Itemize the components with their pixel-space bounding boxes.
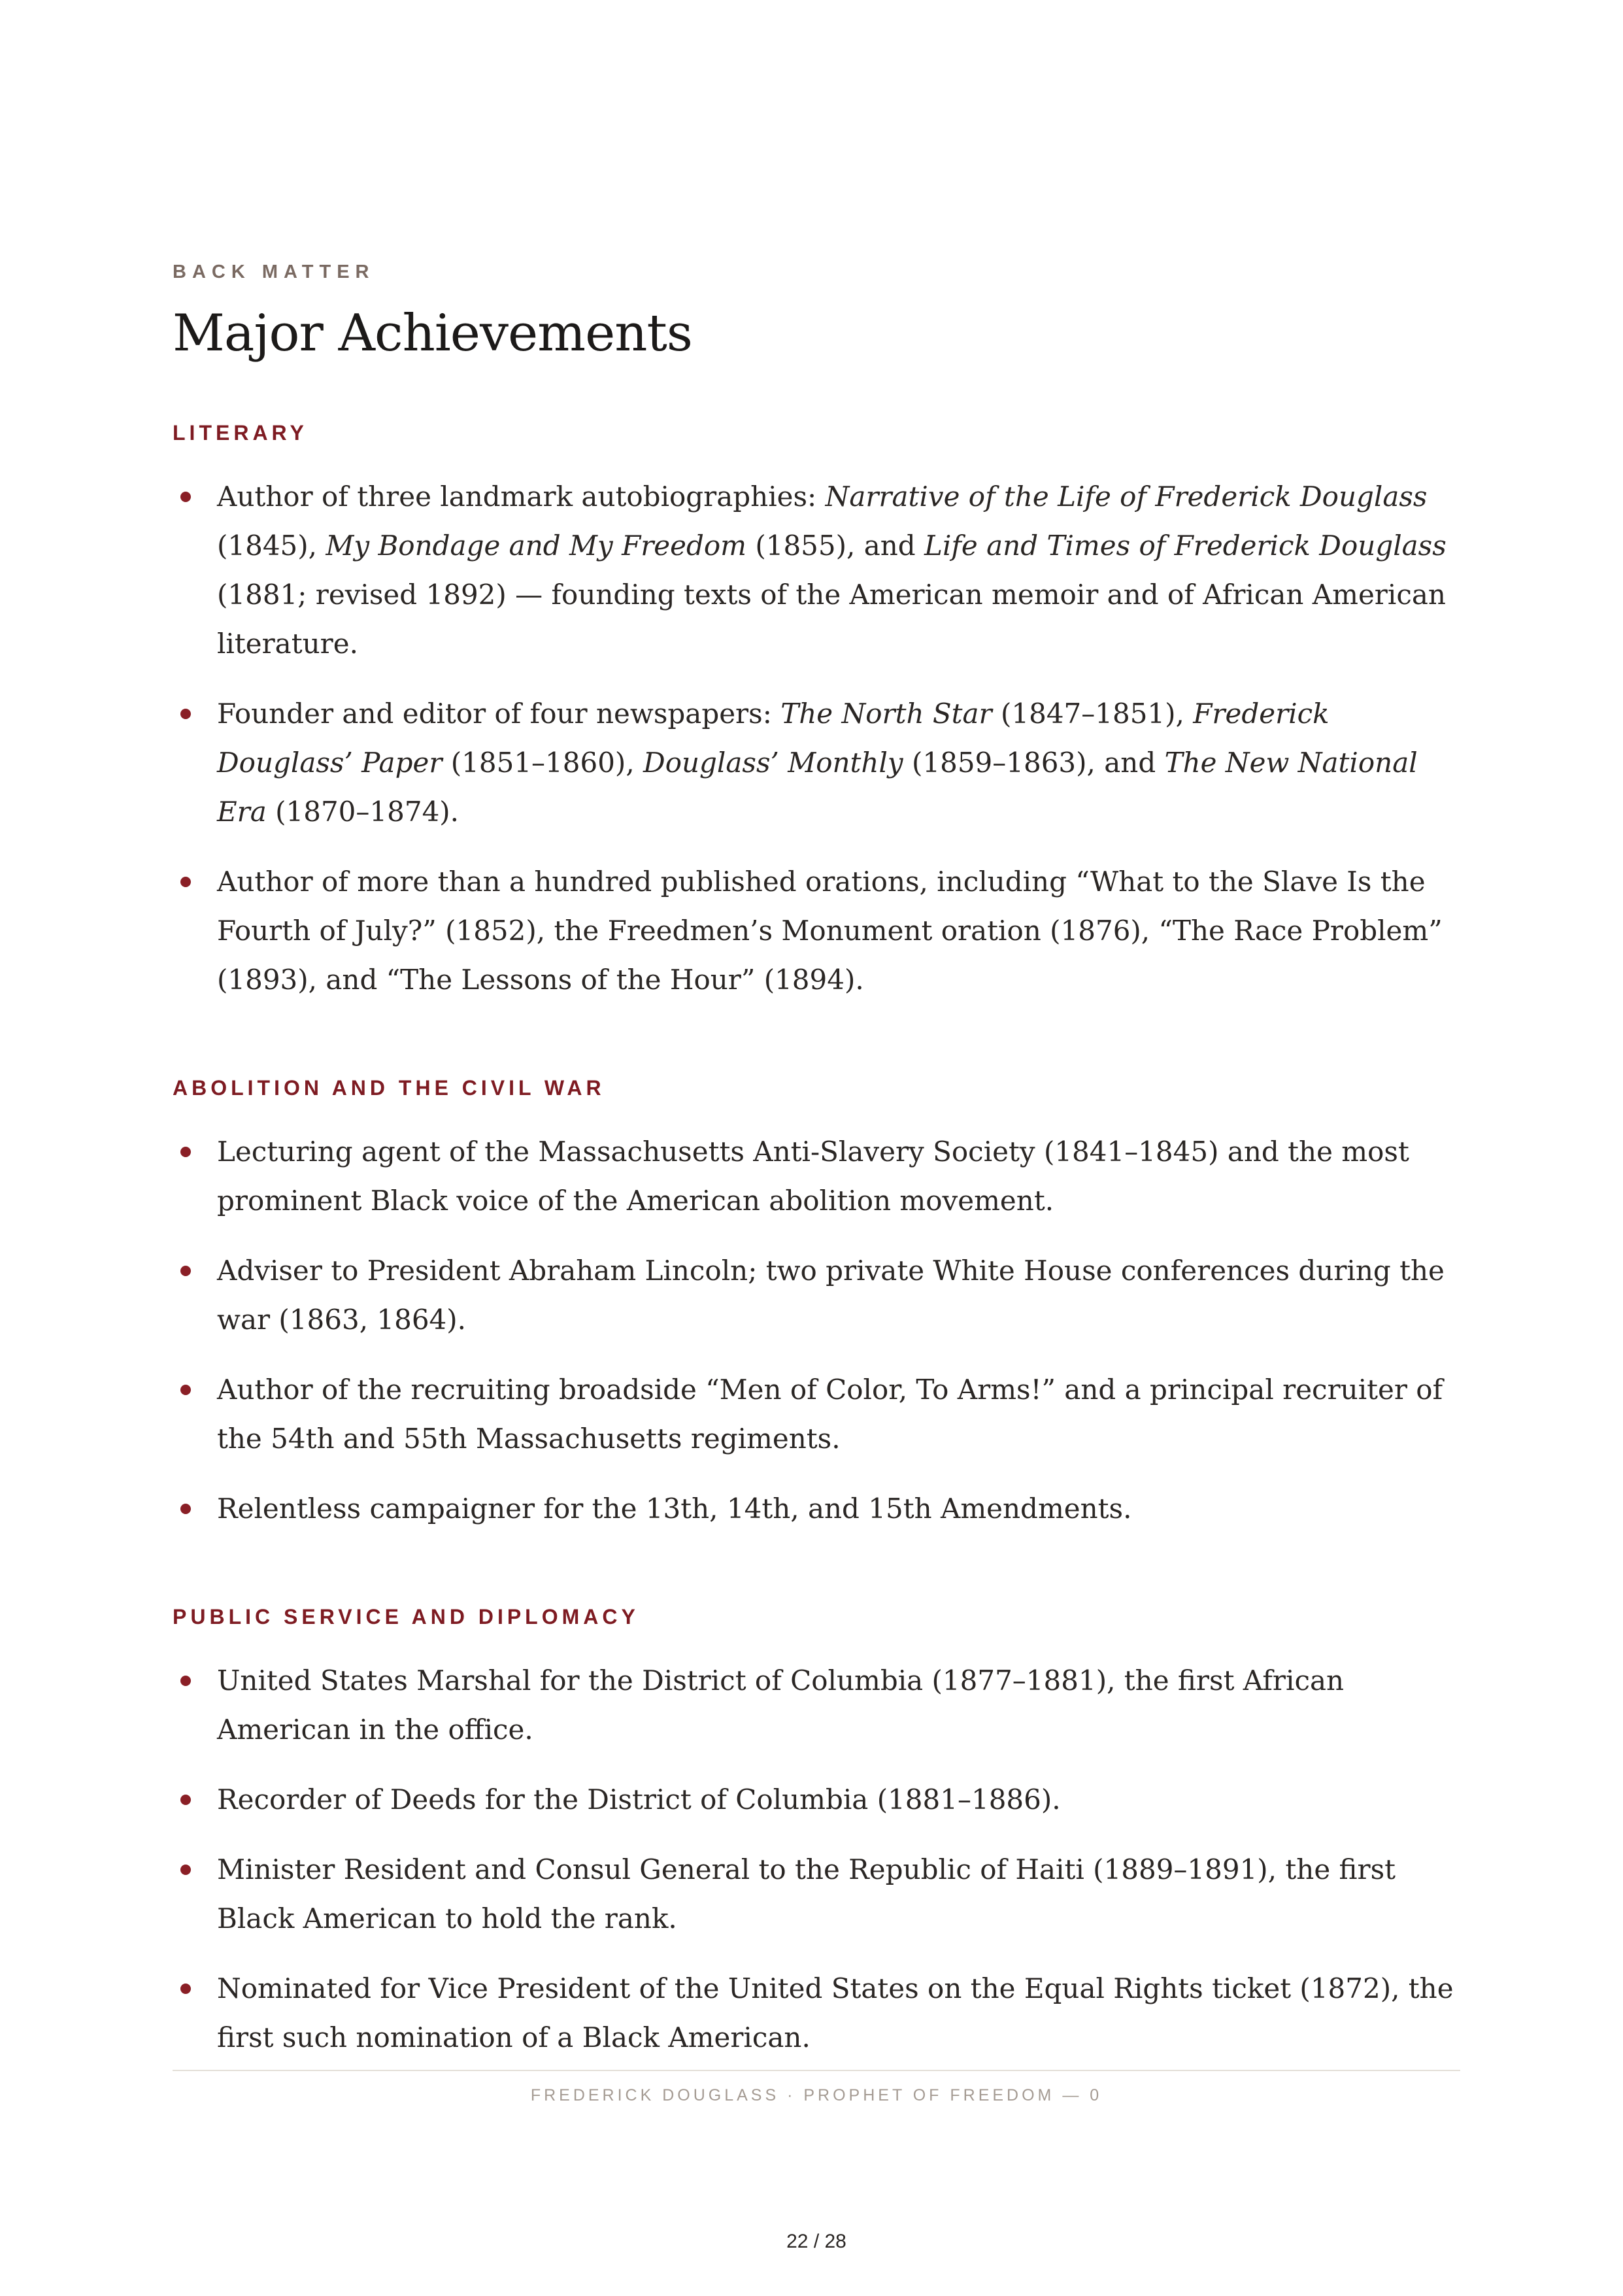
bullet-icon xyxy=(180,877,191,887)
text-run: (1847–1851), xyxy=(992,698,1194,730)
list-item xyxy=(173,472,1460,668)
text-run: Author of three landmark autobiographies: xyxy=(217,481,826,513)
bullet-icon xyxy=(180,709,191,719)
text-run: Recorder of Deeds for the District of Columbia (1881–1886). xyxy=(217,1783,1061,1815)
text-run: Relentless campaigner for the 13th, 14th, and 15th Amendments. xyxy=(217,1493,1132,1525)
bullet-icon xyxy=(180,1865,191,1875)
bullet-icon xyxy=(180,1266,191,1276)
italic-title: Frederick Douglass’ Paper xyxy=(217,698,1330,779)
list-literary xyxy=(173,472,1460,1004)
bullet-icon xyxy=(180,1984,191,1994)
text-run: (1881; revised 1892) — founding texts of the American memoir and of African American literature. xyxy=(217,579,1446,660)
list-item xyxy=(173,1484,1460,1533)
list-item xyxy=(173,1964,1460,2062)
text-run: Author of the recruiting broadside “Men of Color, To Arms!” and a principal recruiter of the 54th and 55th Massachusetts regiments. xyxy=(217,1374,1443,1455)
list-item-text xyxy=(217,1136,1409,1217)
bullet-icon xyxy=(180,492,191,502)
bullet-icon xyxy=(180,1147,191,1157)
bullet-icon xyxy=(180,1504,191,1514)
section-heading-abolition: ABOLITION AND THE CIVIL WAR xyxy=(173,1076,605,1100)
list-item xyxy=(173,1845,1460,1943)
list-item-text xyxy=(217,481,1447,660)
list-item-text xyxy=(217,1783,1061,1815)
italic-title: Narrative of the Life of Frederick Douglass xyxy=(825,481,1428,513)
list-item-text xyxy=(217,1493,1131,1525)
text-run: (1859–1863), and xyxy=(903,747,1165,779)
section-heading-public-service: PUBLIC SERVICE AND DIPLOMACY xyxy=(173,1605,639,1629)
list-item xyxy=(173,689,1460,836)
running-footer: FREDERICK DOUGLASS · PROPHET OF FREEDOM — 0 xyxy=(530,2086,1103,2104)
list-item xyxy=(173,1656,1460,1754)
list-item-text xyxy=(217,698,1418,828)
text-run: (1845), xyxy=(217,530,326,562)
bullet-icon xyxy=(180,1795,191,1805)
section-eyebrow: BACK MATTER xyxy=(173,262,375,282)
text-run: Author of more than a hundred published orations, including “What to the Slave Is the Fourth of July?” (1852), the Freedmen’s Monument oration (1876), “The Race Problem” (1893), and “The Lessons of the Hour” (1894). xyxy=(217,866,1443,996)
list-public-service xyxy=(173,1656,1460,2062)
italic-title: Douglass’ Monthly xyxy=(643,747,903,779)
text-run: (1851–1860), xyxy=(442,747,644,779)
italic-title: The New National Era xyxy=(217,747,1418,828)
text-run: Founder and editor of four newspapers: xyxy=(217,698,781,730)
text-run: Lecturing agent of the Massachusetts Anti-Slavery Society (1841–1845) and the most prominent Black voice of the American abolition movement. xyxy=(217,1136,1409,1217)
list-item-text xyxy=(217,866,1443,996)
list-abolition xyxy=(173,1127,1460,1533)
list-item-text xyxy=(217,1374,1443,1455)
page-number: 22 / 28 xyxy=(786,2231,846,2252)
italic-title: My Bondage and My Freedom xyxy=(326,530,746,562)
list-item-text xyxy=(217,1853,1396,1934)
list-item xyxy=(173,1246,1460,1344)
list-item xyxy=(173,857,1460,1004)
list-item-text xyxy=(217,1664,1344,1746)
italic-title: The North Star xyxy=(780,698,992,730)
list-item xyxy=(173,1365,1460,1463)
text-run: (1870–1874). xyxy=(266,796,460,828)
text-run: Nominated for Vice President of the United States on the Equal Rights ticket (1872), the first such nomination of a Black American. xyxy=(217,1972,1454,2053)
footer-divider xyxy=(173,2070,1460,2071)
text-run: United States Marshal for the District of Columbia (1877–1881), the first African American in the office. xyxy=(217,1664,1345,1746)
italic-title: Life and Times of Frederick Douglass xyxy=(924,530,1447,562)
bullet-icon xyxy=(180,1676,191,1686)
list-item-text xyxy=(217,1972,1454,2053)
page-title: Major Achievements xyxy=(173,304,692,363)
list-item xyxy=(173,1775,1460,1824)
list-item-text xyxy=(217,1255,1445,1336)
list-item xyxy=(173,1127,1460,1225)
text-run: (1855), and xyxy=(746,530,925,562)
bullet-icon xyxy=(180,1385,191,1395)
section-heading-literary: LITERARY xyxy=(173,421,308,445)
page-content xyxy=(173,259,1460,2062)
text-run: Minister Resident and Consul General to the Republic of Haiti (1889–1891), the first Black American to hold the rank. xyxy=(217,1853,1396,1934)
text-run: Adviser to President Abraham Lincoln; two private White House conferences during the war (1863, 1864). xyxy=(217,1255,1445,1336)
